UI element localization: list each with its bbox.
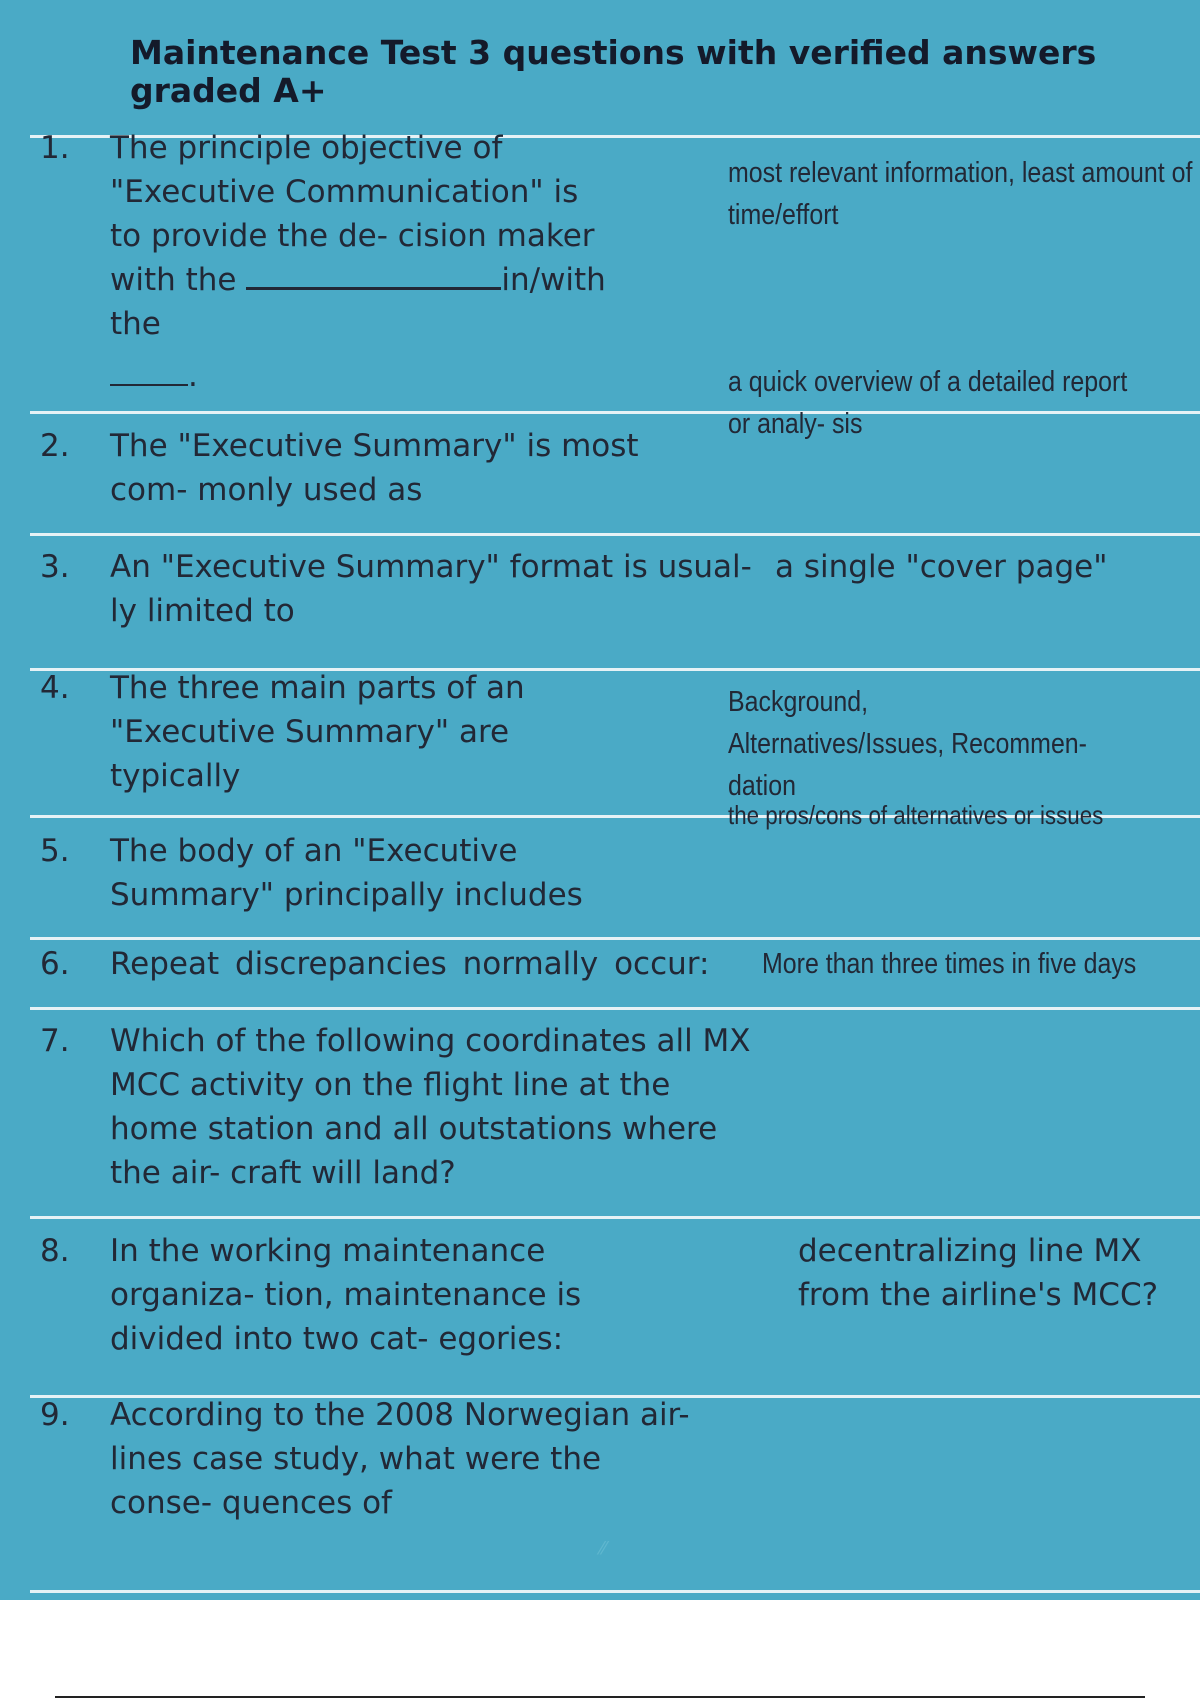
question-line xyxy=(110,258,690,302)
watermark-mark: ⁄⁄ xyxy=(600,1538,607,1559)
question-text: Repeat discrepancies normally occur: xyxy=(110,946,710,982)
question-line xyxy=(110,354,690,398)
answer-text: most relevant information, least amount of time/effort xyxy=(728,157,1193,231)
item-number: 2. xyxy=(40,428,70,464)
item-number: 3. xyxy=(40,549,70,585)
fill-in-blank xyxy=(246,261,501,290)
question-fragment: in/with xyxy=(501,262,606,298)
item-number: 5. xyxy=(40,833,70,869)
question-text: According to the 2008 Norwegian air- lines case study, what were the conse- quences of xyxy=(110,1397,690,1521)
question-line: "Executive Communication" is xyxy=(110,174,579,210)
item-number: 6. xyxy=(40,946,70,982)
question-text: An "Executive Summary" format is usual- ly limited to xyxy=(110,549,752,629)
question-text xyxy=(110,126,690,398)
question-line: The principle objective of xyxy=(110,130,503,166)
fill-in-blank xyxy=(110,358,188,386)
row-divider xyxy=(30,1007,1200,1010)
item-number: 1. xyxy=(40,130,70,166)
question-text: The three main parts of an "Executive Summary" are typically xyxy=(110,670,525,794)
item-number: 4. xyxy=(40,670,70,706)
question-text: The "Executive Summary" is most com- monly used as xyxy=(110,428,639,508)
row-divider xyxy=(30,1590,1200,1593)
row-divider xyxy=(30,533,1200,536)
question-line: the xyxy=(110,306,161,342)
answer-text: Background, Alternatives/Issues, Recommen- dation xyxy=(728,686,1087,802)
question-line: to provide the de- cision maker xyxy=(110,218,595,254)
answer-text: a quick overview of a detailed report or analy- sis xyxy=(728,366,1128,440)
item-number: 8. xyxy=(40,1233,70,1269)
question-fragment: with the xyxy=(110,262,237,298)
answer-text: the pros/cons of alternatives or issues xyxy=(728,800,1104,830)
question-fragment: . xyxy=(188,358,198,394)
answer-text: decentralizing line MX from the airline's MCC? xyxy=(798,1233,1159,1313)
footer-rule xyxy=(55,1696,1145,1698)
answer-text: a single "cover page" xyxy=(775,549,1108,585)
item-number: 7. xyxy=(40,1023,70,1059)
question-text: The body of an "Executive Summary" principally includes xyxy=(110,833,583,913)
question-text: Which of the following coordinates all MX MCC activity on the flight line at the home station and all outstations where the air- craft will land? xyxy=(110,1023,751,1191)
item-number: 9. xyxy=(40,1397,70,1433)
page-title: Maintenance Test 3 questions with verified answers graded A+ xyxy=(130,33,1097,110)
answer-text: More than three times in five days xyxy=(762,948,1137,980)
row-divider xyxy=(30,937,1200,940)
row-divider xyxy=(30,1216,1200,1219)
question-text: In the working maintenance organiza- tion, maintenance is divided into two cat- egories: xyxy=(110,1233,582,1357)
